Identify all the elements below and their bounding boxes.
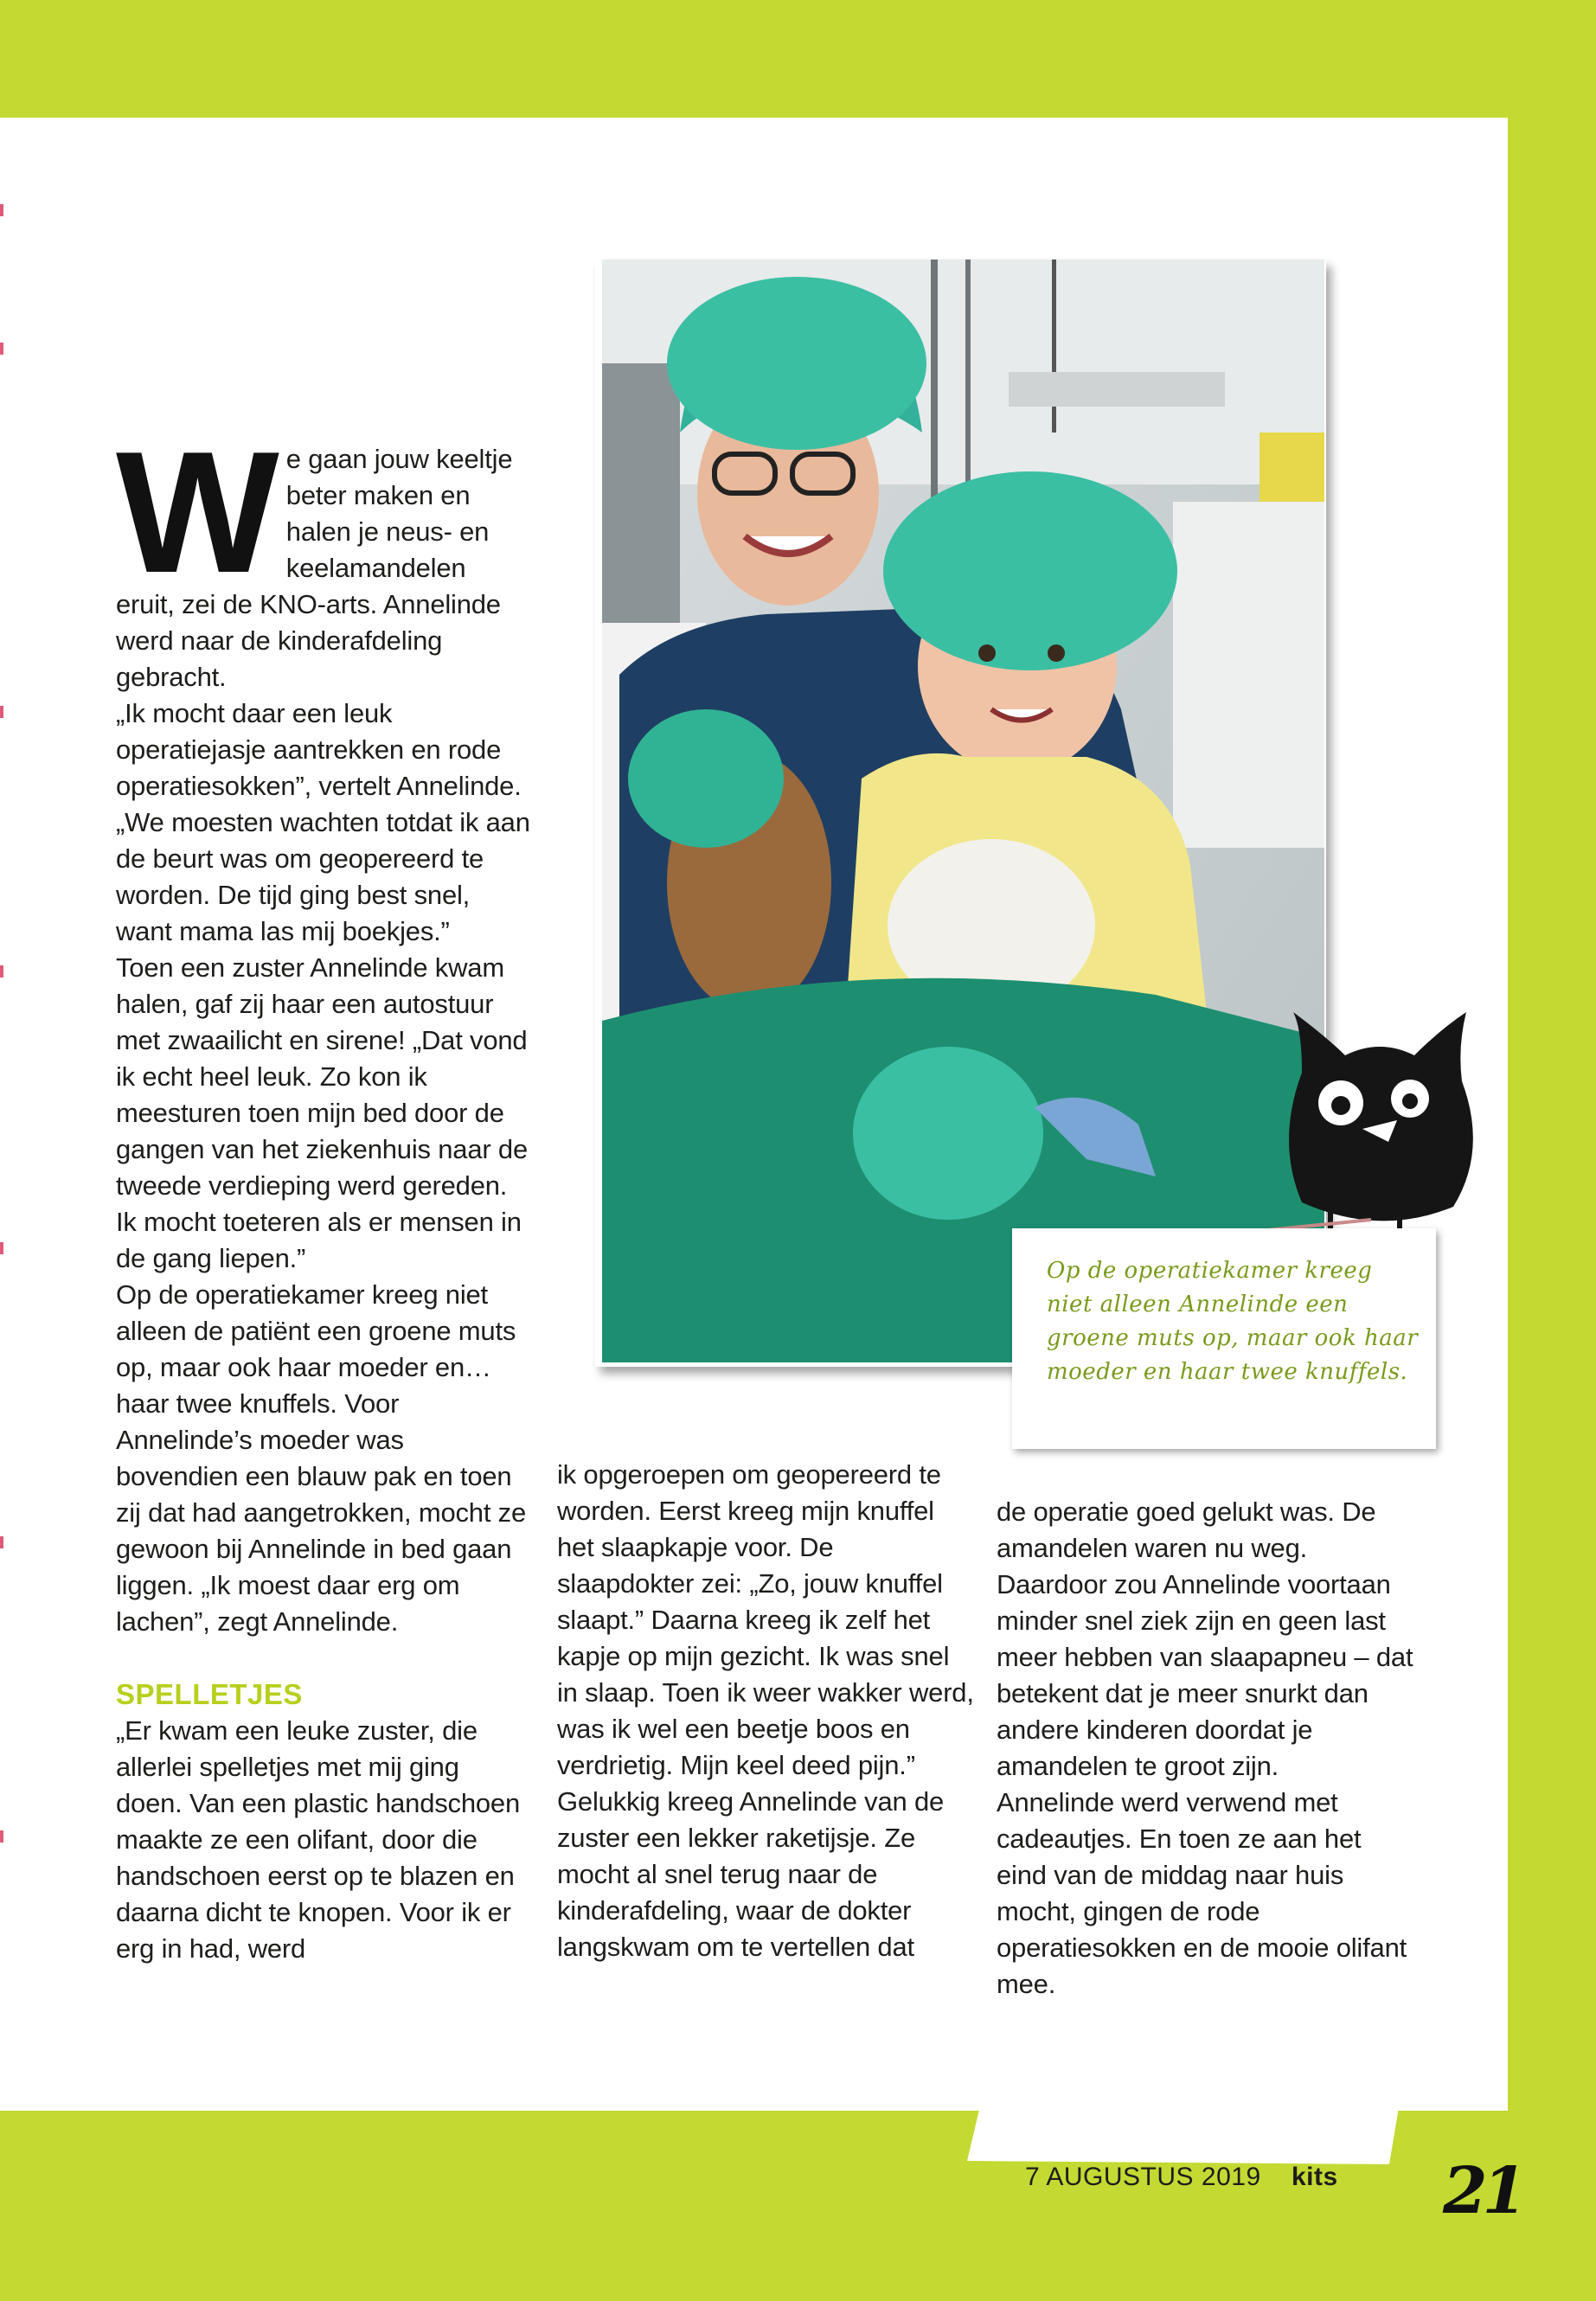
footer-banner <box>967 2095 1400 2164</box>
paragraph: Gelukkig kreeg Annelinde van de zuster een lekker raketijsje. Ze mocht al snel terug naar de kinderafdeling, waar de dokter langskwam om te vertellen dat <box>557 1786 945 1962</box>
paragraph-intro: e gaan jouw keeltje beter maken en halen je neus- en keelamandelen eruit, zei de KNO-arts. Annelinde werd naar de kinderafdeling gebracht. <box>116 444 513 692</box>
article-column-2 <box>557 1457 977 1965</box>
paragraph: Toen een zuster Annelinde kwam halen, gaf zij haar een autostuur met zwaailicht en sirene! „Dat vond ik echt heel leuk. Zo kon ik meesturen toen mijn bed door de gangen van het ziekenhuis naar de tweede verdieping werd gereden. Ik mocht toeteren als er mensen in de gang liepen.” <box>116 952 528 1273</box>
photo-caption-box <box>1012 1228 1436 1449</box>
paragraph: „Er kwam een leuke zuster, die allerlei spelletjes met mij ging doen. Van een plastic handschoen maakte ze een olifant, door die handschoen eerst op te blazen en daarna dicht te knopen. Voor ik er erg in had, werd <box>116 1715 521 1964</box>
drop-cap: W <box>116 416 274 609</box>
paragraph: de operatie goed gelukt was. De amandelen waren nu weg. Daardoor zou Annelinde voortaan minder snel ziek zijn en geen last meer hebben van slaapapneu – dat betekent dat je meer snurkt dan andere kinderen doordat je amandelen te groot zijn. <box>997 1497 1413 1781</box>
paragraph: „Ik mocht daar een leuk operatiejasje aantrekken en rode operatiesokken”, vertelt Annelinde. „We moesten wachten totdat ik aan de beurt was om geopereerd te worden. De tijd ging best snel, want mama las mij boekjes.” <box>116 698 530 946</box>
owl-mascot-icon <box>1267 1003 1492 1237</box>
paragraph: Annelinde werd verwend met cadeautjes. En toen ze aan het eind van de middag naar huis mocht, gingen de rode operatiesokken en de mooie olifant mee. <box>997 1787 1407 1999</box>
subheading: SPELLETJES <box>116 1678 303 1710</box>
paragraph: ik opgeroepen om geopereerd te worden. Eerst kreeg mijn knuffel het slaapkapje voor. De slaapdokter zei: „Zo, jouw knuffel slaapt.” Daarna kreeg ik zelf het kapje op mijn gezicht. Ik was snel in slaap. Toen ik weer wakker werd, was ik wel een beetje boos en verdrietig. Mijn keel deed pijn.” <box>557 1459 974 1780</box>
separator: // <box>1345 2163 1362 2191</box>
left-edge-marks <box>0 118 9 2111</box>
magazine-brand: kits <box>1291 2163 1338 2191</box>
article-column-1 <box>116 416 531 1967</box>
footer-issue-info <box>1025 2163 1361 2192</box>
issue-date: 7 AUGUSTUS 2019 <box>1025 2163 1261 2191</box>
hospital-photo <box>602 260 1324 1362</box>
paragraph: Op de operatiekamer kreeg niet alleen de patiënt een groene muts op, maar ook haar moeder en… haar twee knuffels. Voor Annelinde’s moeder was bovendien een blauw pak en toen zij dat had aangetrokken, mocht ze gewoon bij Annelinde in bed gaan liggen. „Ik moest daar erg om lachen”, zegt Annelinde. <box>116 1279 526 1637</box>
separator: // <box>1268 2163 1285 2191</box>
page-number: 21 <box>1443 2154 1522 2228</box>
article-column-3 <box>997 1494 1416 2003</box>
photo-frame <box>595 260 1326 1367</box>
photo-caption: Op de operatiekamer kreeg niet alleen Annelinde een groene muts op, maar ook haar moeder en haar twee knuffels. <box>1047 1258 1419 1385</box>
